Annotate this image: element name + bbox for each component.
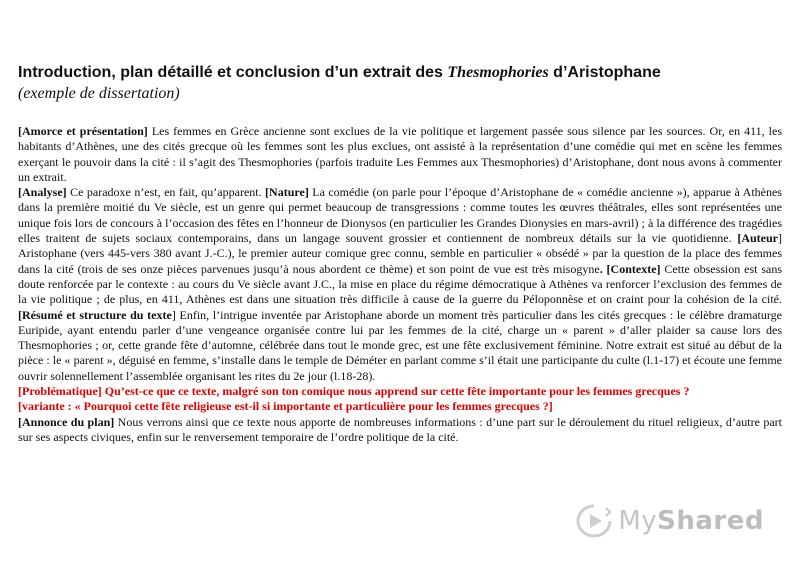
text-nature: La comédie (on parle pour l’époque d’Aristophane de « comédie ancienne »), apparue à Athènes dans la première moitié du Ve siècle, est un genre qui permet beaucoup de transgressions : comme toutes les œuvres théâtrales, elles sont représentées une unique fois lors de concours à l’occasion des fêtes en l’honneur de Dionysos (en particulier les Grandes Dionysies en mars-avril) ; à la différence des tragédies elles traitent de sujets sociaux contemporains, dans un langage souvent grossier et contiennent de nombreux détails sur la vie quotidienne. xyxy=(18,185,782,246)
document-subtitle: (exemple de dissertation) xyxy=(18,85,180,102)
paragraph-plan xyxy=(18,415,782,446)
text-resume: ] Enfin, l’intrigue inventée par Aristophane aborde un moment très particulier dans les cités grecques : le célèbre dramaturge Euripide, ayant entendu parler d’une vengeance organisée contre lui par les femmes de la cité, charge un « parent » d’aller plaider sa cause lors des Thesmophories ; or, cette grande fête d’automne, célébrée dans tout le monde grec, est une fête exclusivement féminine. Notre extrait est situé au début de la pièce : le « parent », déguisé en femme, s’installe dans le temple de Déméter en parlant comme s’il était une participante du culte (l.1-17) et écoute une femme ouvrir solennellement l’assemblée organisant les rites du 2e jour (l.18-28). xyxy=(18,307,783,383)
document xyxy=(18,62,782,445)
tag-analyse: [Analyse] xyxy=(18,185,67,200)
text-amorce: Les femmes en Grèce ancienne sont exclues de la vie politique et largement passée sous silence par les sources. Or, en 411, les habitants d’Athènes, une des cités grecque où les femmes sont les plus exclues, ont assisté à la représentation d’une comédie qui met en scène les femmes exerçant le pouvoir dans la cité : il s’agit des Thesmophories (parfois traduite Les Femmes aux Thesmophories) d’Aristophane, dont nous avons à commenter un extrait. xyxy=(18,124,783,184)
text-analyse: Ce paradoxe n’est, en fait, qu’apparent. xyxy=(66,185,266,200)
text-plan: Nous verrons ainsi que ce texte nous apporte de nombreuses informations : d’une part sur le déroulement du rituel religieux, d’autre part sur ses aspects civiques, enfin sur le renversement temporaire de l’ordre politique de la cité. xyxy=(18,414,782,444)
text-contexte: Cette obsession est sans doute renforcée par le contexte : au cours du Ve siècle avant J.C., la mise en place du régime démocratique à Athènes va renforcer l’exclusion des femmes de la vie politique ; de plus, en 411, Athènes est dans une situation très difficile à cause de la guerre du Péloponnèse et on craint pour la cohésion de la cité. xyxy=(18,261,782,307)
text-auteur: ] Aristophane (vers 445-vers 380 avant J.-C.), le premier auteur comique grec connu, semble en particulier « obsédé » par la question de la place des femmes dans la cité (trois de ses onze pièces parvenues jusqu’à nous abordent ce thème) et son point de vue est très misogyne xyxy=(18,231,782,276)
paragraph-analyse xyxy=(18,185,782,384)
tag-auteur: [Auteur xyxy=(737,231,778,246)
title-text: Introduction, plan détaillé et conclusion d’un extrait des xyxy=(18,64,448,81)
tag-contexte: [Contexte] xyxy=(602,261,661,276)
tag-nature: [Nature] xyxy=(265,185,309,200)
tag-amorce: [Amorce et présentation] xyxy=(18,124,148,138)
variante: [variante : « Pourquoi cette fête religieuse est-il si importante et particulière pour les femmes grecques ?] xyxy=(18,399,553,414)
logo-shared: Shared xyxy=(657,506,764,536)
logo-wordmark xyxy=(618,506,764,536)
auteur-dot: . xyxy=(599,261,603,276)
tag-plan: [Annonce du plan] xyxy=(18,414,115,429)
tag-resume: [Résumé et structure du texte xyxy=(18,307,172,322)
document-body xyxy=(18,124,782,445)
title-author: d’Aristophane xyxy=(548,64,661,81)
logo-my: My xyxy=(618,506,658,536)
document-title xyxy=(18,62,782,83)
paragraph-amorce xyxy=(18,124,782,185)
myshared-play-icon xyxy=(576,504,612,538)
title-work: Thesmophories xyxy=(447,64,549,81)
problematique: [Problématique] Qu’est-ce que ce texte, malgré son ton comique nous apprend sur cette fête importante pour les femmes grecques ? xyxy=(18,384,690,399)
myshared-logo xyxy=(576,504,764,538)
